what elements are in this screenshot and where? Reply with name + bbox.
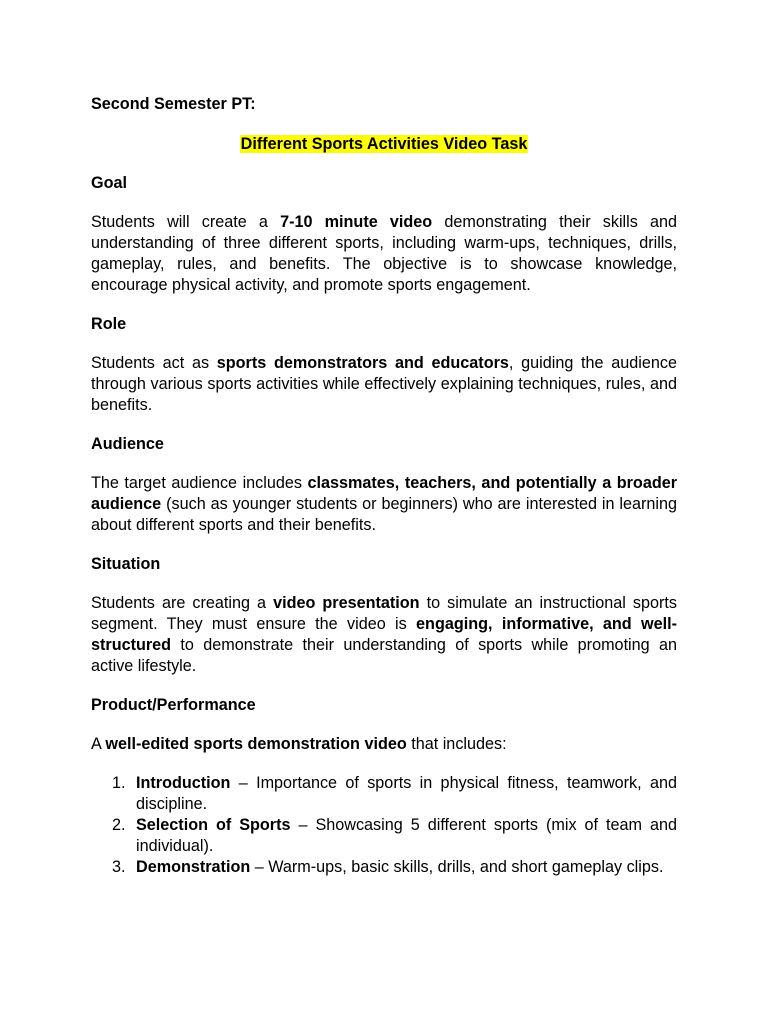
- audience-bold-1: classmates, teachers, and potentially a broader audience: [91, 474, 678, 513]
- role-heading: Role: [91, 315, 127, 333]
- list-item: [91, 773, 677, 815]
- audience-heading: Audience: [91, 435, 164, 453]
- list-item: [91, 815, 677, 857]
- product-list: [91, 773, 677, 878]
- goal-text-1: Students will create a: [91, 213, 281, 231]
- situation-heading: Situation: [91, 555, 161, 573]
- product-text-2: that includes:: [406, 735, 507, 753]
- task-title: Different Sports Activities Video Task: [240, 135, 528, 153]
- list-item-bold: Introduction: [136, 774, 231, 792]
- goal-text-2: demonstrating their skills and understanding of three different sports, including warm-ups, techniques, drills, gameplay, rules, and benefits. The objective is to showcase knowledge, encourage physical activity, and promote sports engagement.: [91, 213, 678, 294]
- document-page: [91, 94, 677, 878]
- situation-paragraph: [91, 593, 677, 677]
- list-item-number: 1.: [112, 774, 126, 792]
- list-item-number: 3.: [112, 858, 126, 876]
- role-text-1: Students act as: [91, 354, 217, 372]
- audience-text-2: (such as younger students or beginners) who are interested in learning about different sports and their benefits.: [91, 495, 677, 534]
- goal-paragraph: [91, 212, 677, 296]
- situation-bold-2: engaging, informative, and well-structured: [91, 615, 677, 654]
- task-title-line: [91, 134, 677, 155]
- situation-text-2: to simulate an instructional sports segment. They must ensure the video is: [91, 594, 677, 633]
- situation-bold-1: video presentation: [273, 594, 420, 612]
- role-text-2: , guiding the audience through various sports activities while effectively explaining techniques, rules, and benefits.: [91, 354, 677, 414]
- audience-text-1: The target audience includes: [91, 474, 308, 492]
- goal-bold-1: 7-10 minute video: [280, 213, 433, 231]
- role-paragraph: [91, 353, 677, 416]
- audience-paragraph: [91, 473, 677, 536]
- product-paragraph: [91, 734, 677, 755]
- goal-heading: Goal: [91, 174, 127, 192]
- list-item-text: – Showcasing 5 different sports (mix of team and individual).: [136, 816, 677, 855]
- list-item-bold: Demonstration: [136, 858, 251, 876]
- list-item-number: 2.: [112, 816, 126, 834]
- semester-heading: Second Semester PT:: [91, 95, 256, 113]
- product-text-1: A: [91, 735, 106, 753]
- list-item-text: – Warm-ups, basic skills, drills, and short gameplay clips.: [250, 858, 664, 876]
- situation-text-1: Students are creating a: [91, 594, 274, 612]
- role-bold-1: sports demonstrators and educators: [216, 354, 509, 372]
- situation-text-3: to demonstrate their understanding of sports while promoting an active lifestyle.: [91, 636, 677, 675]
- list-item-text: – Importance of sports in physical fitness, teamwork, and discipline.: [136, 774, 677, 813]
- list-item: [91, 857, 677, 878]
- list-item-bold: Selection of Sports: [136, 816, 291, 834]
- product-heading: Product/Performance: [91, 696, 256, 714]
- product-bold-1: well-edited sports demonstration video: [105, 735, 407, 753]
